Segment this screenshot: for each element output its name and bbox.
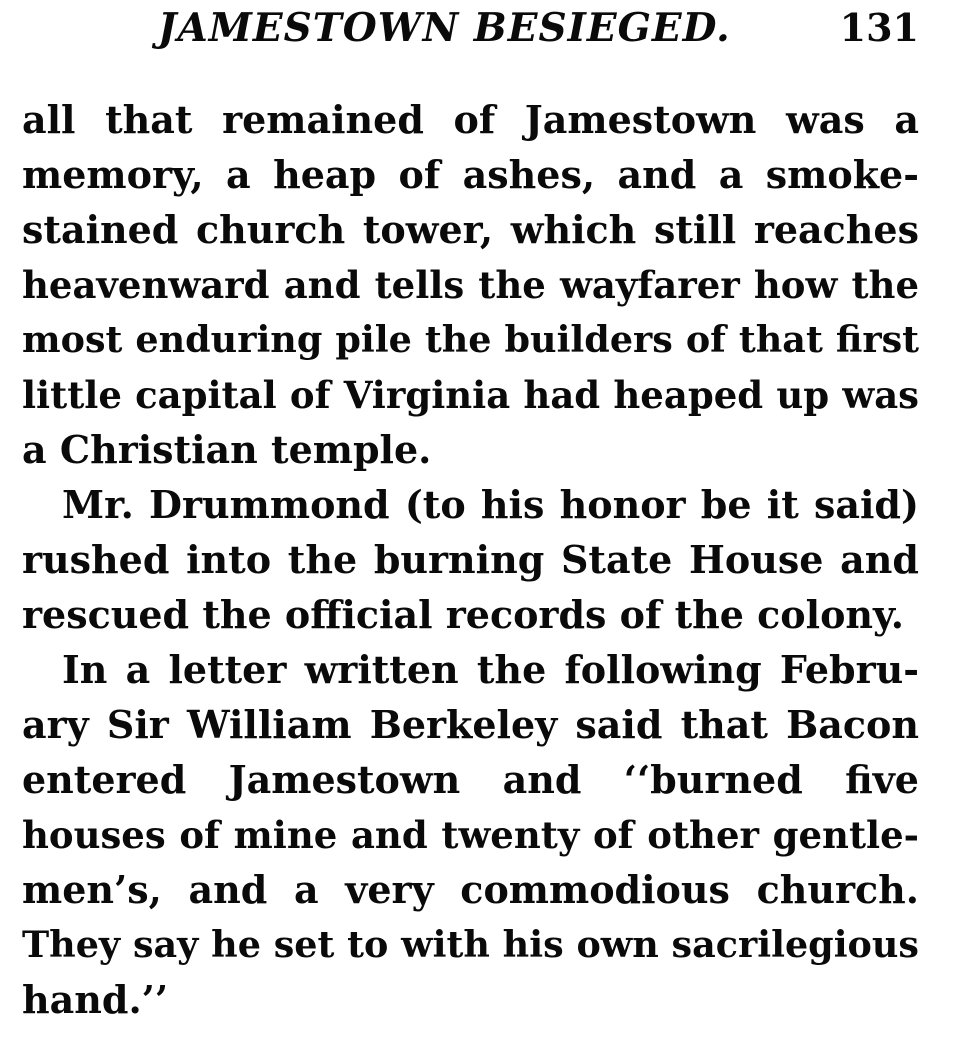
text-line: most enduring pile the builders of that first: [22, 318, 919, 361]
running-title: JAMESTOWN BESIEGED.: [158, 5, 731, 51]
text-line: stained church tower, which still reaches: [22, 207, 919, 252]
text-line: houses of mine and twenty of other gentle-: [22, 813, 919, 857]
text-line: little capital of Virginia had heaped up was: [22, 373, 919, 417]
text-line: men’s, and a very commodious church.: [22, 867, 919, 912]
running-head: [22, 4, 919, 52]
page-number: 131: [839, 5, 919, 50]
text-line: ary Sir William Berkeley said that Bacon: [22, 702, 919, 747]
book-page: [22, 0, 919, 1050]
text-line: Mr. Drummond (to his honor be it said): [62, 482, 919, 527]
text-line: They say he set to with his own sacrilegious: [22, 923, 919, 966]
text-line: rescued the official records of the colony.: [22, 592, 904, 637]
text-line: memory, a heap of ashes, and a smoke-: [22, 152, 919, 197]
text-line: rushed into the burning State House and: [22, 537, 919, 582]
text-line: entered Jamestown and ‘‘burned five: [22, 757, 919, 802]
text-line: all that remained of Jamestown was a: [22, 97, 919, 142]
text-line: a Christian temple.: [22, 427, 432, 472]
text-line: heavenward and tells the wayfarer how the: [22, 263, 919, 307]
text-line: In a letter written the following Febru-: [62, 647, 919, 692]
text-line: hand.’’: [22, 977, 169, 1022]
